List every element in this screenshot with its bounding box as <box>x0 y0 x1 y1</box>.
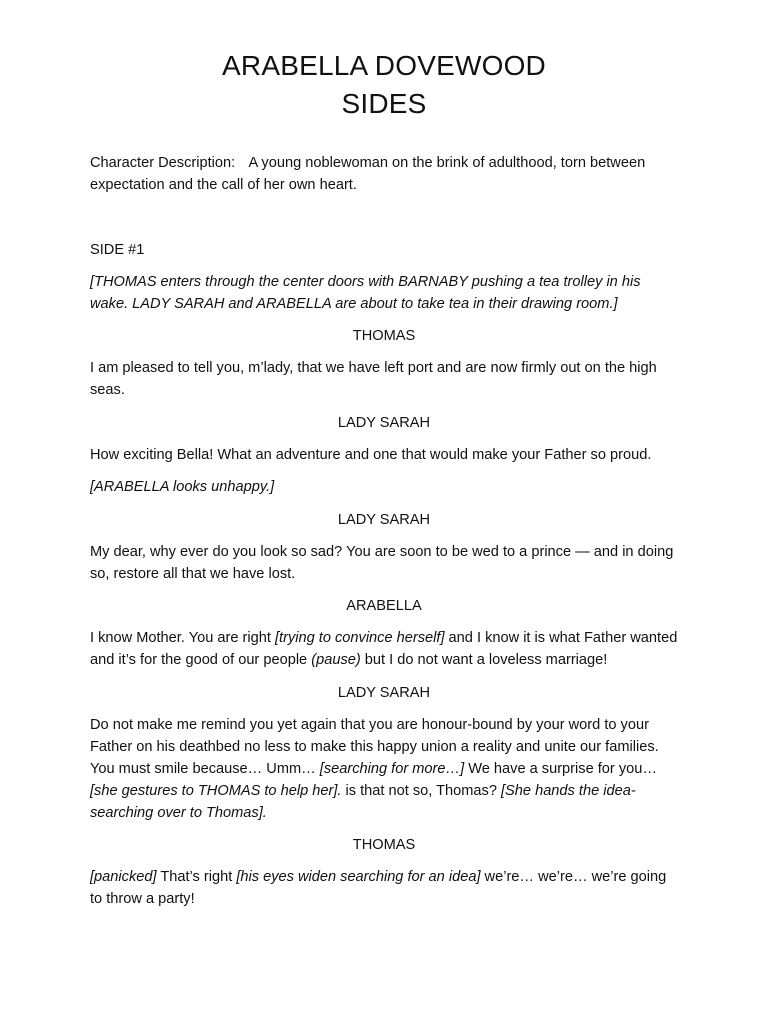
title-line-2: SIDES <box>341 88 427 119</box>
dialogue-line-4 <box>90 627 678 671</box>
dialogue-line-6-direction-b: [his eyes widen searching for an idea] <box>236 869 481 885</box>
character-description-label: Character Description: <box>90 155 236 171</box>
dialogue-line-4-part-c: and I know it is what Father wanted and it’s for the good of our people <box>90 630 678 668</box>
dialogue-line-5-direction-b: [she gestures to THOMAS to help her]. <box>90 783 342 799</box>
dialogue-line-4-part-e: but I do not want a loveless marriage! <box>360 652 608 668</box>
dialogue-line-5-direction-c: [She hands the idea-searching over to Thomas]. <box>90 783 636 821</box>
dialogue-line-6-direction-a: [panicked] <box>90 869 157 885</box>
title-line-1: ARABELLA DOVEWOOD <box>222 50 546 81</box>
speaker-thomas-1: THOMAS <box>352 328 416 344</box>
dialogue-line-6-part-d: we’re… we’re… we’re going to throw a party! <box>90 869 667 907</box>
speaker-lady-sarah-1: LADY SARAH <box>337 415 431 431</box>
dialogue-line-6-part-b: That’s right <box>156 869 237 885</box>
dialogue-line-2: How exciting Bella! What an adventure and one that would make your Father so proud. <box>90 447 652 463</box>
stage-direction-2: [ARABELLA looks unhappy.] <box>90 479 275 495</box>
dialogue-line-3: My dear, why ever do you look so sad? You are soon to be wed to a prince — and in doing so, restore all that we have lost. <box>90 544 674 582</box>
dialogue-line-4-part-a: I know Mother. You are right <box>90 630 275 646</box>
dialogue-line-5 <box>90 714 678 824</box>
character-description <box>90 152 678 196</box>
dialogue-line-5-part-c: We have a surprise for you… <box>464 761 657 777</box>
speaker-lady-sarah-2: LADY SARAH <box>337 512 431 528</box>
dialogue-line-5-direction-a: [searching for more…] <box>319 761 465 777</box>
speaker-lady-sarah-3: LADY SARAH <box>337 685 431 701</box>
dialogue-line-4-direction-a: [trying to convince herself] <box>274 630 445 646</box>
dialogue-line-4-direction-b: (pause) <box>311 652 361 668</box>
page-title <box>90 47 678 123</box>
stage-direction-1: [THOMAS enters through the center doors with BARNABY pushing a tea trolley in his wake. LADY SARAH and ARABELLA are about to take tea in their drawing room.] <box>90 274 641 312</box>
dialogue-line-1: I am pleased to tell you, m’lady, that we have left port and are now firmly out on the high seas. <box>90 360 657 398</box>
dialogue-line-5-part-e: is that not so, Thomas? <box>341 783 501 799</box>
dialogue-line-6 <box>90 866 678 910</box>
speaker-thomas-2: THOMAS <box>352 837 416 853</box>
side-heading: SIDE #1 <box>90 242 145 258</box>
speaker-arabella: ARABELLA <box>346 598 422 614</box>
dialogue-line-5-part-a: Do not make me remind you yet again that you are honour-bound by your word to your Father on his deathbed no less to make this happy union a reality and unite our families. You must smile because… Umm… <box>90 717 659 777</box>
character-description-text: A young noblewoman on the brink of adulthood, torn between expectation and the call of her own heart. <box>90 155 646 193</box>
